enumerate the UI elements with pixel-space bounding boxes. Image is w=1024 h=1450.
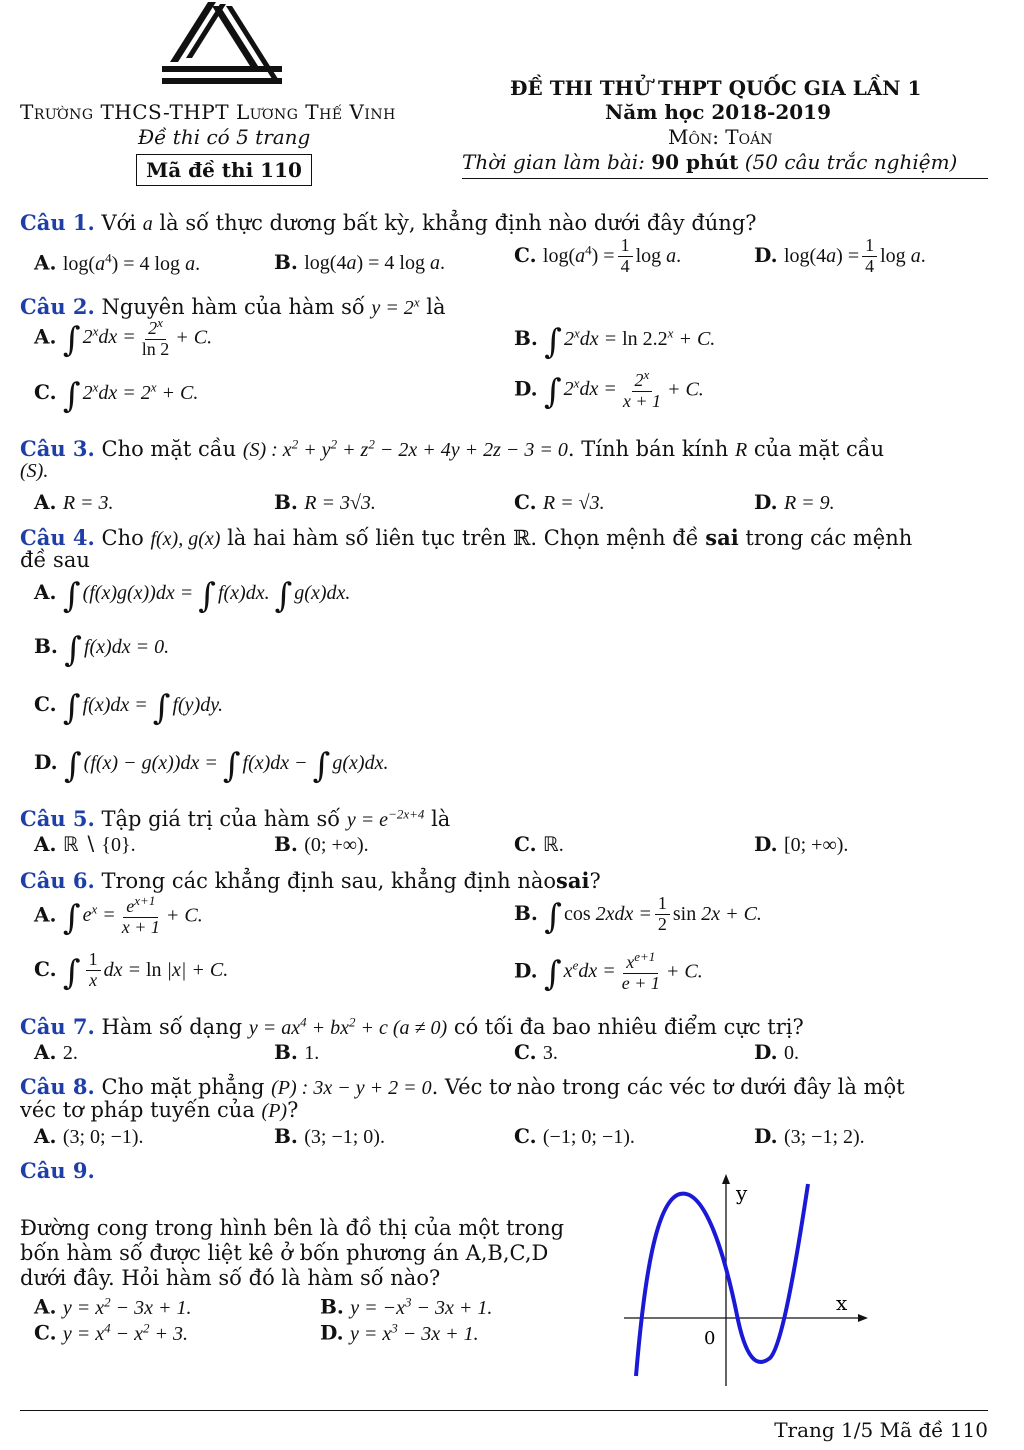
graph-origin-label: 0 [704, 1328, 716, 1349]
school-name: Trường THCS-THPT Lương Thế Vinh [20, 100, 396, 124]
q5-option-a[interactable]: A. ℝ ∖ {0}. [34, 832, 136, 856]
q2-d-label: D. [514, 376, 538, 401]
time-prefix: Thời gian làm bài: [462, 150, 645, 174]
q2-b-label: B. [514, 326, 538, 350]
q8-option-a[interactable]: A. (3; 0; −1). [34, 1124, 144, 1148]
q4-a-label: A. [34, 580, 57, 604]
q5-option-c[interactable]: C. ℝ. [514, 832, 564, 856]
q7-b-value: 1. [304, 1042, 320, 1064]
graph-curve [636, 1184, 808, 1376]
q3-c-label: C. [514, 490, 537, 514]
q8-a-label: A. [34, 1124, 57, 1148]
q1-option-b[interactable]: B. log(4a) = 4 log a. [274, 250, 445, 274]
q8-option-c[interactable]: C. (−1; 0; −1). [514, 1124, 635, 1148]
q1-var: a [142, 213, 153, 235]
q6-text: Trong các khẳng định sau, khẳng định nào [101, 869, 557, 893]
q3-option-b[interactable]: B. R = 3√3. [274, 490, 376, 514]
q7-a-value: 2. [62, 1042, 78, 1064]
q6-d-label: D. [514, 958, 538, 983]
q1-b-label: B. [274, 250, 298, 274]
q9-a-label: A. [34, 1294, 57, 1319]
q3-a-label: A. [34, 490, 57, 514]
q5-c-label: C. [514, 832, 537, 856]
page-footer: Trang 1/5 Mã đề 110 [774, 1418, 988, 1442]
q3-option-d[interactable]: D. R = 9. [754, 490, 835, 514]
graph-x-label: x [836, 1291, 848, 1315]
q5-a-label: A. [34, 832, 57, 856]
q8-line2: véc tơ pháp tuyến của (P)? [20, 1098, 299, 1122]
q2-option-d[interactable]: D. ∫ $2^xdx$ = $\frac{2^x}{x + 1}$ + C. [514, 367, 704, 413]
q8-option-b[interactable]: B. (3; −1; 0). [274, 1124, 385, 1148]
q8-text-b: . Véc tơ nào trong các véc tơ dưới đây là một [431, 1075, 905, 1099]
q1-c-label: C. [514, 242, 537, 267]
q9-option-d[interactable]: D. $y = x^3 - 3x + 1$. [320, 1320, 479, 1345]
q4-b-label: B. [34, 634, 58, 658]
q9-label: Câu 9. [20, 1158, 95, 1183]
q3-text-b: . Tính bán kính [567, 437, 729, 461]
q9-option-a[interactable]: A. $y = x^2 - 3x + 1$. [34, 1294, 192, 1319]
q2-text-end: là [426, 295, 446, 319]
q3-sphere-name: (S). [20, 460, 49, 482]
q3-text-c: của mặt cầu [753, 437, 885, 461]
q8-text: Cho mặt phẳng [101, 1075, 265, 1099]
q7-c-label: C. [514, 1040, 537, 1064]
q1-option-d[interactable]: D. log(4a) = $\frac{1}{4}$ log a. [754, 235, 926, 276]
q1-option-a[interactable]: A. $\log(a^4) = 4$ log a. [34, 250, 201, 275]
q2-option-c[interactable]: C. ∫ $2^xdx = 2^x + C$. [34, 376, 199, 416]
q6-b-label: B. [514, 900, 538, 925]
q1-a-label: A. [34, 250, 57, 275]
q7-text: Hàm số dạng [101, 1015, 243, 1039]
q6-option-d[interactable]: D. ∫ $x^edx$ = $\frac{x^{e+1}}{e + 1}$ + C. [514, 949, 703, 995]
time-duration: 90 phút [651, 150, 739, 174]
q8-b-label: B. [274, 1124, 298, 1148]
q4-option-d[interactable]: D. ∫ (f(x) − g(x))dx = ∫ f(x)dx − ∫ g(x)dx. [34, 746, 389, 786]
q4-bold: sai [705, 525, 739, 550]
q8-d-label: D. [754, 1124, 778, 1148]
question-1 [20, 210, 757, 236]
q7-option-d[interactable] [754, 1040, 799, 1065]
exam-code-box: Mã đề thi 110 [136, 154, 312, 186]
q7-text-b: có tối đa bao nhiêu điểm cực trị? [453, 1015, 804, 1039]
school-logo-icon [160, 2, 290, 92]
school-year: Năm học 2018-2019 [605, 100, 832, 124]
page-count: Đề thi có 5 trang [138, 125, 311, 149]
question-5: Câu 5. Tập giá trị của hàm số $y = e^{-2x+4}$ là [20, 806, 451, 831]
q4-option-a[interactable]: A. ∫ (f(x)g(x))dx = ∫ f(x)dx. ∫ g(x)dx. [34, 576, 351, 616]
q2-a-label: A. [34, 324, 57, 349]
q2-option-b[interactable]: B. ∫ $2^xdx = \ln 2.2^x + C$. [514, 322, 716, 362]
q9-line1: Đường cong trong hình bên là đồ thị của một trong [20, 1216, 565, 1240]
q1-text-a: Với [101, 211, 137, 235]
question-2: Câu 2. Nguyên hàm của hàm số $y = 2^x$ là [20, 294, 446, 319]
q7-a-label: A. [34, 1040, 57, 1064]
header-rule [462, 178, 988, 179]
q5-b-label: B. [274, 832, 298, 856]
q2-label: Câu 2. [20, 294, 95, 319]
q9-line2: bốn hàm số được liệt kê ở bốn phương án A,B,C,D [20, 1241, 549, 1265]
q3-d-label: D. [754, 490, 778, 514]
q6-label: Câu 6. [20, 868, 95, 893]
question-7: Câu 7. Hàm số dạng $y = ax^4 + bx^2 + c$ (a ≠ 0) có tối đa bao nhiêu điểm cực trị? [20, 1014, 804, 1039]
q3-option-c[interactable]: C. R = √3. [514, 490, 605, 514]
q2-option-a[interactable]: A. ∫ $2^xdx$ = $\frac{2^x}{\ln 2}$ + C. [34, 315, 213, 361]
question-4: Câu 4. Cho f(x), g(x) là hai hàm số liên tục trên ℝ. Chọn mệnh đề sai trong các mệnh [20, 525, 913, 550]
question-3: Câu 3. Cho mặt cầu (S) : $x^2 + y^2 + z^2 - 2x + 4y + 2z - 3 = 0$. Tính bán kính R của mặt cầu [20, 436, 885, 461]
subject: Môn: Toán [668, 125, 773, 149]
q9-d-label: D. [320, 1320, 344, 1345]
q5-option-b[interactable]: B. (0; +∞). [274, 832, 369, 856]
q4-d-label: D. [34, 750, 58, 774]
q8-c-label: C. [514, 1124, 537, 1148]
q7-b-label: B. [274, 1040, 298, 1064]
q9-b-label: B. [320, 1294, 344, 1319]
q9-line3: dưới đây. Hỏi hàm số đó là hàm số nào? [20, 1266, 441, 1290]
q9-option-c[interactable]: C. $y = x^4 - x^2 + 3$. [34, 1320, 189, 1345]
q8-option-d[interactable]: D. (3; −1; 2). [754, 1124, 865, 1148]
question-6 [20, 868, 601, 893]
q3-option-a[interactable]: A. R = 3. [34, 490, 114, 514]
q4-c-label: C. [34, 692, 57, 716]
q1-option-c[interactable]: C. $\log(a^4)$ = $\frac{1}{4}$ log a. [514, 235, 682, 276]
q6-option-b[interactable]: B. ∫ cos 2xdx = $\frac{1}{2}$ sin 2x + C. [514, 893, 762, 937]
graph-y-label: y [736, 1181, 748, 1205]
q8-label: Câu 8. [20, 1074, 95, 1099]
q6-bold: sai [556, 868, 590, 893]
q6-a-label: A. [34, 902, 57, 927]
q3-b-label: B. [274, 490, 298, 514]
q3-label: Câu 3. [20, 436, 95, 461]
q7-d-value: 0. [783, 1042, 799, 1064]
q4-option-b[interactable]: B. ∫ f(x)dx = 0. [34, 630, 170, 670]
q5-label: Câu 5. [20, 806, 95, 831]
q7-label: Câu 7. [20, 1014, 95, 1039]
q2-c-label: C. [34, 380, 57, 404]
q3-text: Cho mặt cầu [101, 437, 237, 461]
q4-text: là hai hàm số liên tục trên ℝ. Chọn mệnh đề [227, 526, 699, 550]
q6-qmark: ? [589, 869, 601, 893]
q7-option-b[interactable] [274, 1040, 319, 1065]
y-axis-arrow-icon [722, 1174, 730, 1184]
q1-label: Câu 1. [20, 210, 95, 235]
q4-text-cont: đề sau [20, 548, 90, 572]
time-suffix: (50 câu trắc nghiệm) [744, 150, 958, 174]
q7-option-a[interactable] [34, 1040, 78, 1065]
q5-text-end: là [431, 807, 451, 831]
question-8: Câu 8. Cho mặt phẳng (P) : 3x − y + 2 = 0. Véc tơ nào trong các véc tơ dưới đây là một [20, 1074, 905, 1099]
q6-c-label: C. [34, 956, 57, 981]
q1-text-b: là số thực dương bất kỳ, khẳng định nào dưới đây đúng? [159, 211, 757, 235]
footer-rule [20, 1410, 988, 1411]
q4-text-b: trong các mệnh [745, 526, 913, 550]
x-axis-arrow-icon [858, 1314, 868, 1322]
q7-c-value: 3. [542, 1042, 558, 1064]
q2-text: Nguyên hàm của hàm số [101, 295, 365, 319]
q6-option-a[interactable]: A. ∫ $e^x$ = $\frac{e^{x+1}}{x + 1}$ + C. [34, 893, 203, 939]
q7-d-label: D. [754, 1040, 778, 1064]
exam-title: ĐỀ THI THỬ THPT QUỐC GIA LẦN 1 [510, 76, 922, 100]
q4-option-c[interactable]: C. ∫ f(x)dx = ∫ f(y)dy. [34, 688, 223, 728]
q5-d-label: D. [754, 832, 778, 856]
q5-text: Tập giá trị của hàm số [101, 807, 341, 831]
q9-c-label: C. [34, 1320, 57, 1345]
q9-function-graph [620, 1170, 870, 1390]
q5-option-d[interactable]: D. [0; +∞). [754, 832, 849, 856]
q7-option-c[interactable] [514, 1040, 558, 1065]
exam-time [462, 150, 957, 174]
q9-option-b[interactable]: B. $y = -x^3 - 3x + 1$. [320, 1294, 493, 1319]
q8-text-c: véc tơ pháp tuyến của [20, 1098, 255, 1122]
q1-d-label: D. [754, 242, 778, 267]
q6-option-c[interactable]: C. ∫ $\frac{1}{x}$ dx = ln |x| + C. [34, 949, 229, 993]
q4-label: Câu 4. [20, 525, 95, 550]
